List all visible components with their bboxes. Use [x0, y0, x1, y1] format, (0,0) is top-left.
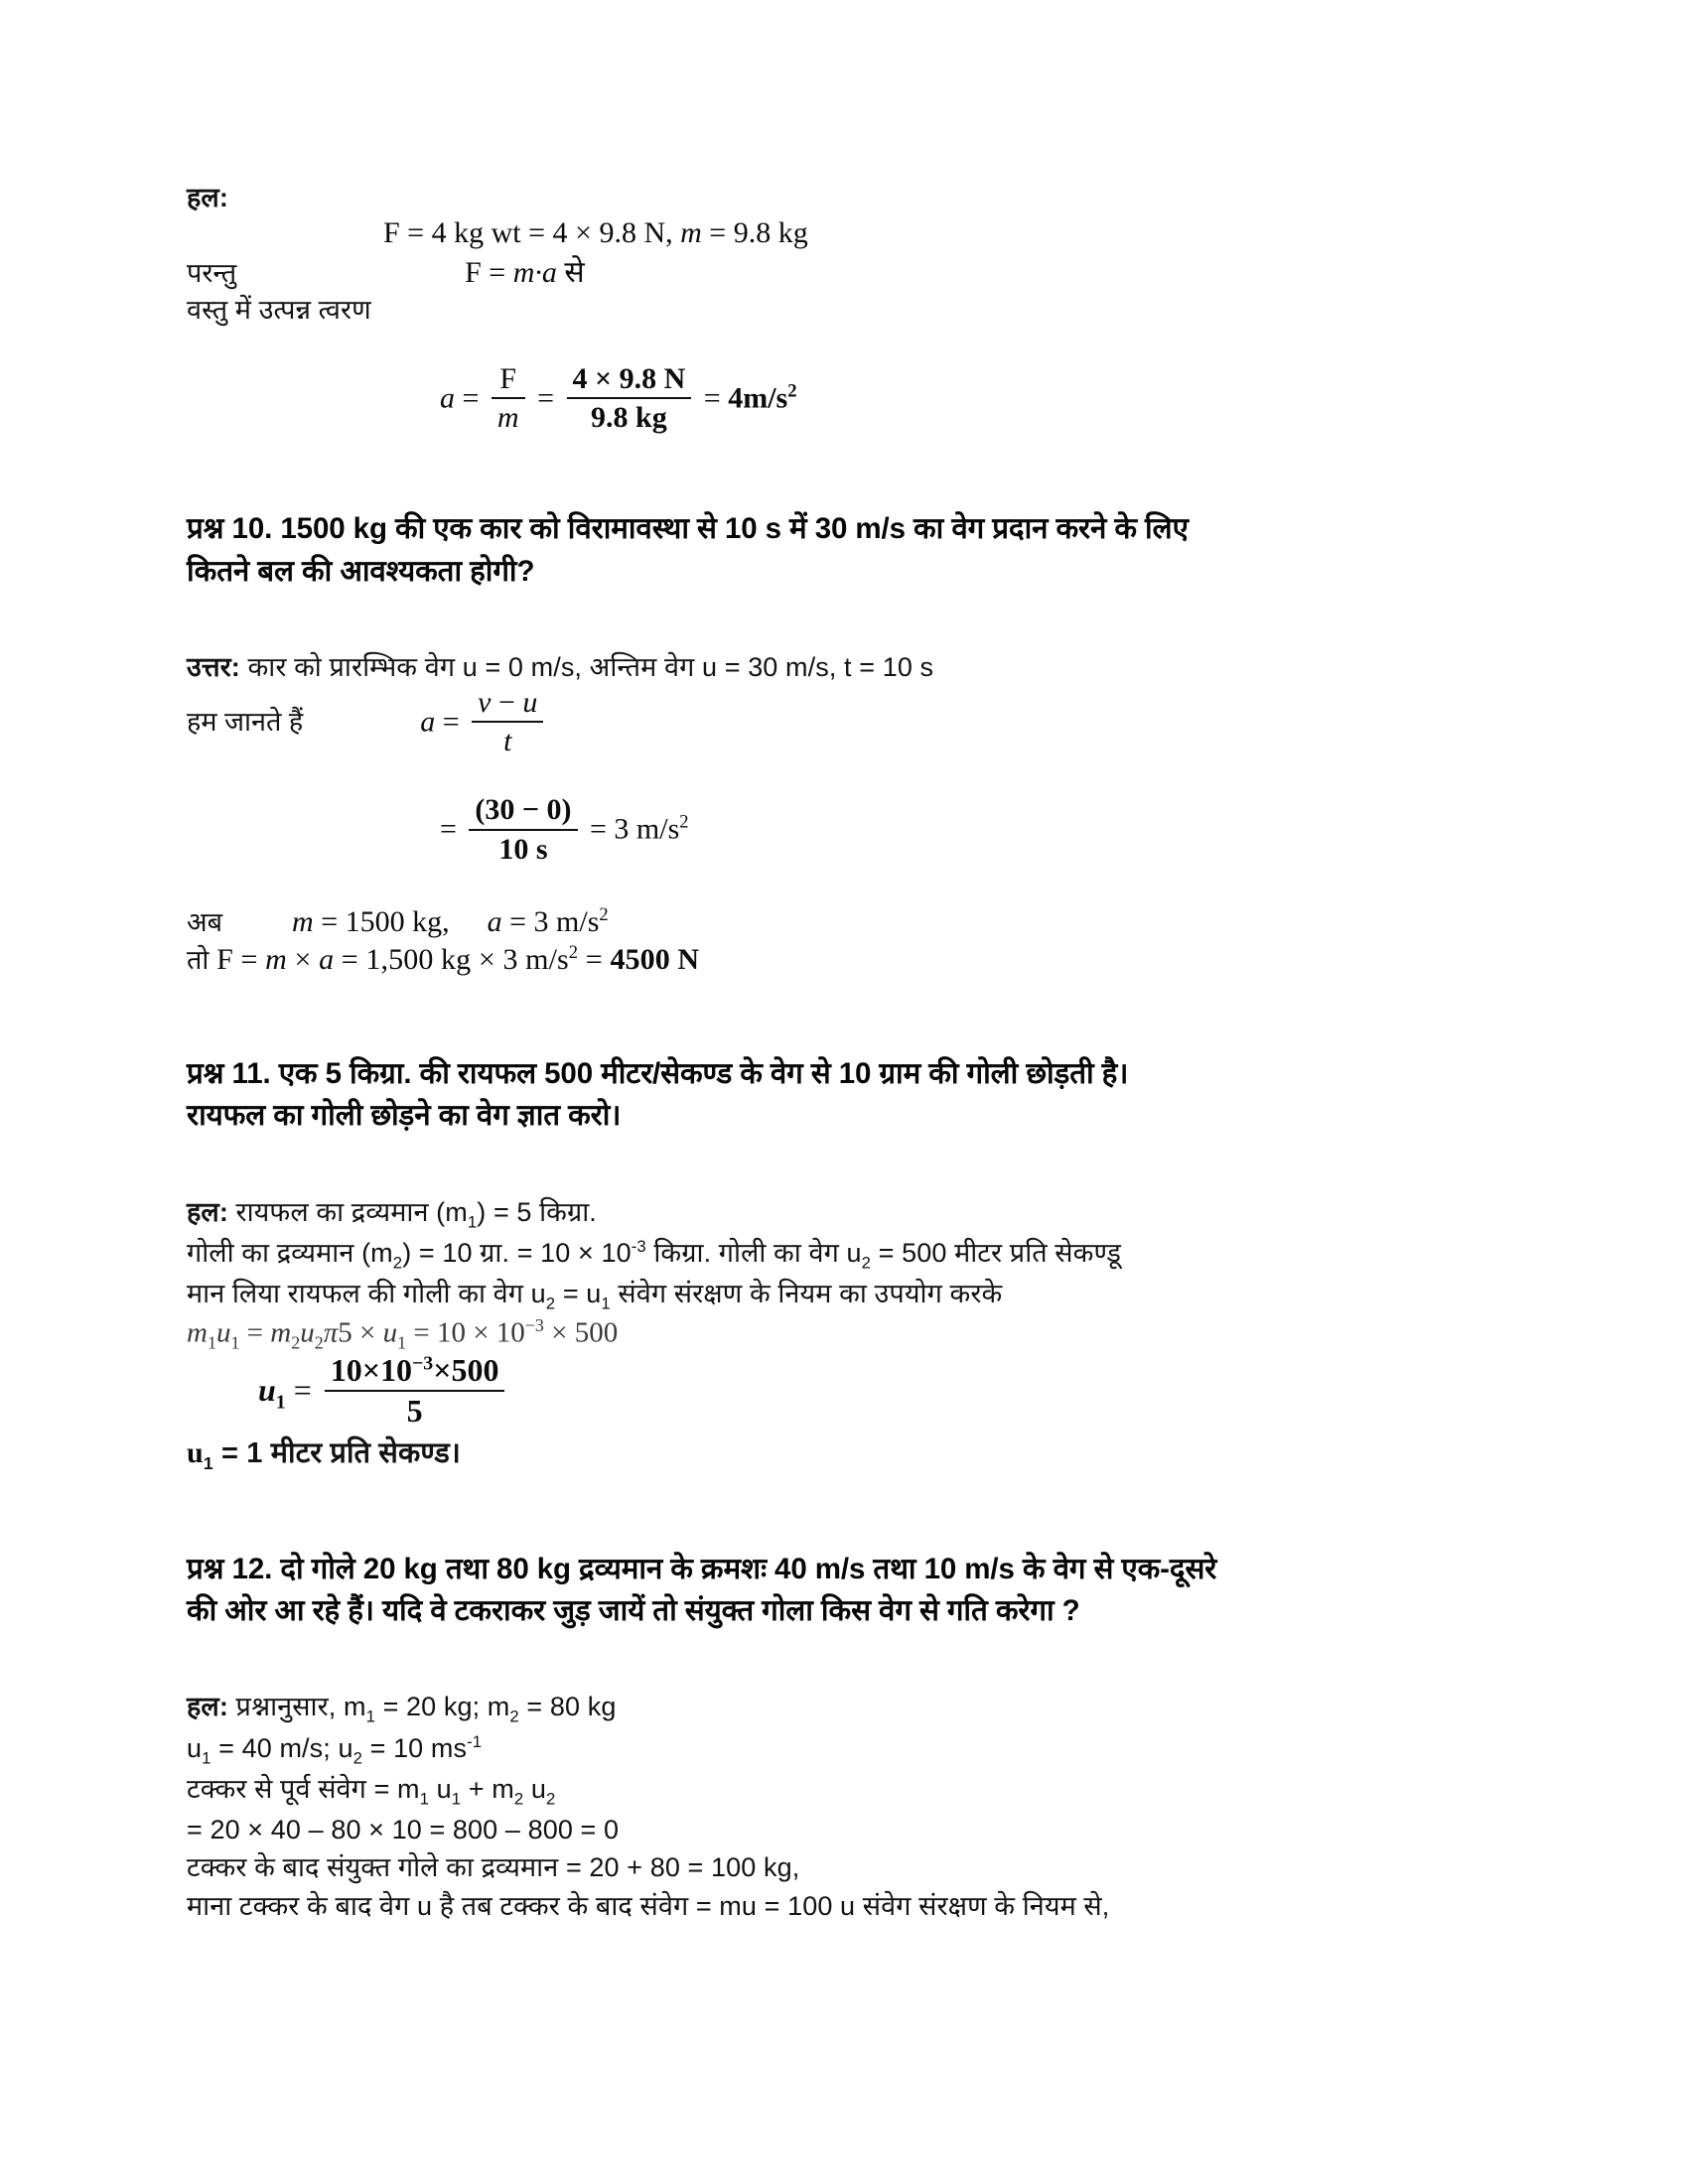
- eq-m2: m: [270, 1316, 292, 1349]
- eq-pi-symbol: π: [323, 1316, 339, 1349]
- frac-u1-subscript: 1: [275, 1391, 286, 1414]
- final-exponent: 2: [568, 942, 579, 964]
- eq-equals-1: =: [239, 1316, 271, 1349]
- eq2-result-exponent: 2: [679, 811, 689, 833]
- numerator-minus: −: [491, 685, 523, 719]
- question-12-heading-line-2: की ओर आ रहे हैं। यदि वे टकराकर जुड़ जायें तो संयुक्त गोला किस वेग से गति करेगा ?: [187, 1593, 1080, 1627]
- bullet-velocity-value: = 500 मीटर प्रति सेकण्डू: [871, 1237, 1121, 1268]
- final-force-math: [209, 943, 699, 976]
- eq2-tail-equals: =: [582, 812, 615, 846]
- eq2-equals: =: [440, 812, 465, 846]
- force-equation-line: [187, 216, 1507, 250]
- given-u1-value: = 40 m/s; u: [211, 1732, 353, 1763]
- question-12-block: [187, 1549, 1507, 1925]
- momentum-before-text: टक्कर से पूर्व संवेग = m: [187, 1773, 420, 1804]
- assume-subscript-2: 1: [601, 1294, 611, 1313]
- numerator-u: u: [522, 685, 538, 719]
- momentum-u2: u: [523, 1773, 547, 1804]
- fraction-numerator-v-minus-u: [472, 685, 543, 723]
- now-accel-exponent: 2: [599, 904, 609, 926]
- accel-eq3: =: [696, 380, 729, 414]
- question-11-solution-line-2: [187, 1234, 1507, 1275]
- answer-label: उत्तर:: [187, 652, 240, 683]
- question-11-solution-line-3: [187, 1275, 1507, 1315]
- acceleration-definition-formula: [420, 687, 548, 761]
- assume-subscript-1: 2: [545, 1294, 556, 1313]
- now-mass-symbol: m: [292, 905, 314, 939]
- given-m2-subscript: 2: [509, 1706, 519, 1726]
- solution-block-top: [187, 179, 1507, 437]
- eq-m1-sub: 1: [207, 1332, 216, 1353]
- accel-result-exponent: 2: [787, 379, 797, 401]
- now-label: अब: [187, 907, 223, 938]
- bullet-velocity-subscript: 2: [861, 1253, 872, 1273]
- given-text: प्रश्नानुसार, m: [227, 1692, 366, 1722]
- result-u1-subscript: 1: [203, 1452, 213, 1473]
- we-know-label: हम जानते हैं: [187, 706, 304, 737]
- rifle-mass-text: रायफल का द्रव्यमान (m: [227, 1196, 468, 1227]
- eq-five: 5: [338, 1316, 352, 1349]
- question-11-heading-line-1: प्रश्न 11. एक 5 किग्रा. की रायफल 500 मीटर/सेकण्ड के वेग से 10 ग्राम की गोली छोड़ती है।: [187, 1056, 1129, 1090]
- question-12-heading-line-1: प्रश्न 12. दो गोले 20 kg तथा 80 kg द्रव्यमान के क्रमशः 40 m/s तथा 10 m/s के वेग से एक-दूसरे: [187, 1552, 1217, 1585]
- accel-result: 4m/s: [728, 380, 788, 414]
- frac-u1-equals: =: [285, 1371, 320, 1408]
- we-know-row: [187, 687, 1507, 761]
- question-10-heading-line-1: प्रश्न 10. 1500 kg की एक कार को विरामावस्था से 10 s में 30 m/s का वेग प्रदान करने के लिए: [187, 512, 1189, 546]
- fraction-numerator-value: 4 × 9.8 N: [567, 361, 692, 399]
- eq-equals: =: [435, 704, 468, 738]
- now-accel-symbol: a: [487, 905, 502, 939]
- solution-label-12: हल:: [187, 1692, 228, 1722]
- eq-u1-b-sub: 1: [397, 1332, 407, 1353]
- final-rest: = 1,500 kg × 3 m/s: [334, 943, 569, 977]
- force-equation-text: F = 4 kg wt = 4 × 9.8 N,: [383, 216, 681, 250]
- question-12-solution-line-3: [187, 1770, 1507, 1811]
- fraction-u1-denominator: 5: [406, 1393, 423, 1430]
- eq-u2-sub: 2: [314, 1332, 324, 1353]
- now-values-row: [187, 902, 1507, 939]
- question-12-solution-line-5: टक्कर के बाद संयुक्त गोले का द्रव्यमान = 20 + 80 = 100 kg,: [187, 1852, 800, 1883]
- page-content: [187, 179, 1507, 1925]
- momentum-conservation-equation: [187, 1315, 1507, 1353]
- now-values-math: [292, 904, 609, 939]
- eq-rhs: 10 × 10: [436, 1316, 525, 1349]
- fraction-values: [567, 361, 692, 436]
- result-u1-text: = 1 मीटर प्रति सेकण्ड।: [212, 1437, 461, 1470]
- u1-num-exponent: −3: [412, 1352, 434, 1375]
- final-force-row: [187, 939, 1507, 982]
- formula-se: से: [556, 256, 585, 290]
- question-11-solution-line-1: [187, 1193, 1507, 1234]
- formula-ma: m·a: [512, 256, 557, 290]
- bullet-mass-subscript: 2: [392, 1253, 403, 1273]
- fraction-denominator-10s: 10 s: [498, 832, 548, 866]
- acceleration-numeric-equation: [187, 794, 1507, 869]
- momentum-u1-subscript: 1: [451, 1789, 462, 1809]
- given-u2-value: = 10 ms: [362, 1732, 468, 1763]
- now-accel-value: = 3 m/s: [501, 905, 600, 939]
- final-answer: 4500 N: [610, 943, 700, 977]
- final-mass-symbol: m: [265, 943, 287, 977]
- fraction-v-minus-u-over-t: [472, 685, 543, 759]
- assume-equals: = u: [555, 1279, 602, 1309]
- fraction-denominator-value: 9.8 kg: [591, 401, 667, 435]
- given-u1-subscript: 1: [202, 1747, 211, 1767]
- bullet-mass-text: गोली का द्रव्यमान (m: [187, 1237, 393, 1268]
- given-u1-symbol: u: [187, 1732, 203, 1763]
- question-10-answer-line: [187, 648, 1507, 686]
- eq-a-symbol: a: [420, 704, 436, 738]
- bullet-mass-value: ) = 10 ग्रा. = 10 × 10: [402, 1237, 632, 1268]
- eq-u1-b: u: [382, 1316, 398, 1349]
- final-F: F =: [209, 943, 266, 977]
- accel-a-symbol: a: [440, 380, 455, 414]
- u1-num-a: 10×10: [330, 1351, 412, 1388]
- but-formula-row: [187, 250, 1507, 291]
- fraction-u1-value: [325, 1352, 505, 1432]
- rifle-mass-value: ) = 5 किग्रा.: [477, 1196, 597, 1227]
- conservation-law-text: संवेग संरक्षण के नियम का उपयोग करके: [610, 1279, 1003, 1309]
- but-label: परन्तु: [187, 258, 237, 289]
- numerator-v: v: [478, 685, 492, 719]
- newton-second-law-formula: [465, 250, 585, 291]
- question-11-result-line: [187, 1433, 1507, 1476]
- eq-rhs-exponent: −3: [524, 1315, 544, 1336]
- bullet-mass-exponent: -3: [631, 1236, 646, 1256]
- question-12-solution-line-6: माना टक्कर के बाद वेग u है तब टक्कर के बाद संवेग = mu = 100 u संवेग संरक्षण के नियम से,: [187, 1890, 1110, 1921]
- momentum-u2-subscript: 2: [546, 1789, 556, 1809]
- eq-equals-2: =: [406, 1316, 437, 1349]
- fraction-denominator-t: t: [503, 725, 512, 758]
- accel-eq1: =: [455, 380, 487, 414]
- question-10-heading-line-2: कितने बल की आवश्यकता होगी?: [187, 554, 535, 588]
- given-m2-value: = 80 kg: [518, 1692, 617, 1722]
- eq2-result: 3 m/s: [614, 812, 680, 846]
- momentum-m1-subscript: 1: [419, 1789, 430, 1809]
- given-u2-subscript: 2: [352, 1747, 362, 1767]
- bullet-velocity-text: किग्रा. गोली का वेग u: [645, 1237, 862, 1268]
- rifle-mass-subscript: 1: [467, 1212, 478, 1232]
- final-equals: =: [578, 943, 611, 977]
- force-equation-mass-symbol: m: [680, 216, 702, 250]
- answer-text: कार को प्रारम्भिक वेग u = 0 m/s, अन्तिम वेग u = 30 m/s, t = 10 s: [239, 652, 934, 683]
- fraction-30-minus-0-over-10s: [469, 792, 577, 867]
- result-u1-symbol: u: [187, 1436, 204, 1470]
- question-10-block: [187, 508, 1507, 981]
- accel-eq2: =: [529, 380, 562, 414]
- force-equation-mass-value: = 9.8 kg: [701, 216, 808, 250]
- momentum-m2-subscript: 2: [513, 1789, 524, 1809]
- given-u2-exponent: -1: [467, 1731, 483, 1751]
- question-11-heading-line-2: रायफल का गोली छोड़ने का वेग ज्ञात करो।: [187, 1099, 622, 1133]
- eq-m2-sub: 2: [291, 1332, 301, 1353]
- eq-u2: u: [300, 1316, 315, 1349]
- solution-label-11: हल:: [187, 1196, 228, 1227]
- fraction-numerator-30-0: (30 − 0): [469, 792, 577, 830]
- momentum-u1: u: [429, 1773, 452, 1804]
- given-m1-value: = 20 kg; m: [374, 1692, 510, 1722]
- given-m1-subscript: 1: [365, 1706, 375, 1726]
- fraction-F-over-m: [492, 361, 525, 436]
- solution-label: हल:: [187, 183, 228, 212]
- momentum-plus-m2: + m: [461, 1773, 514, 1804]
- formula-F: F =: [465, 256, 513, 290]
- eq-rhs-tail: × 500: [543, 1316, 619, 1349]
- eq-m1: m: [187, 1316, 208, 1349]
- fraction-numerator-F: F: [492, 361, 525, 399]
- eq-times: ×: [352, 1316, 383, 1349]
- assume-text: मान लिया रायफल की गोली का वेग u: [187, 1279, 546, 1309]
- u1-num-b: ×500: [433, 1351, 499, 1388]
- question-12-solution-line-4: = 20 × 40 – 80 × 10 = 800 – 800 = 0: [187, 1814, 620, 1844]
- final-label: तो: [187, 945, 210, 976]
- eq-u1: u: [215, 1316, 231, 1349]
- final-accel-symbol: a: [319, 943, 335, 977]
- now-mass-value: = 1500 kg,: [313, 905, 450, 939]
- question-11-block: [187, 1053, 1507, 1477]
- eq-u1-sub: 1: [230, 1332, 240, 1353]
- question-12-solution-line-1: [187, 1688, 1507, 1728]
- frac-u1-symbol: u: [258, 1371, 276, 1408]
- question-12-solution-line-2: [187, 1729, 1507, 1770]
- acceleration-text: वस्तु में उत्पन्न त्वरण: [187, 295, 371, 326]
- final-times: ×: [286, 943, 320, 977]
- u1-fraction-equation: [187, 1351, 1507, 1433]
- fraction-denominator-m: m: [496, 401, 519, 435]
- acceleration-equation: [187, 363, 1507, 438]
- fraction-u1-numerator: [325, 1352, 505, 1393]
